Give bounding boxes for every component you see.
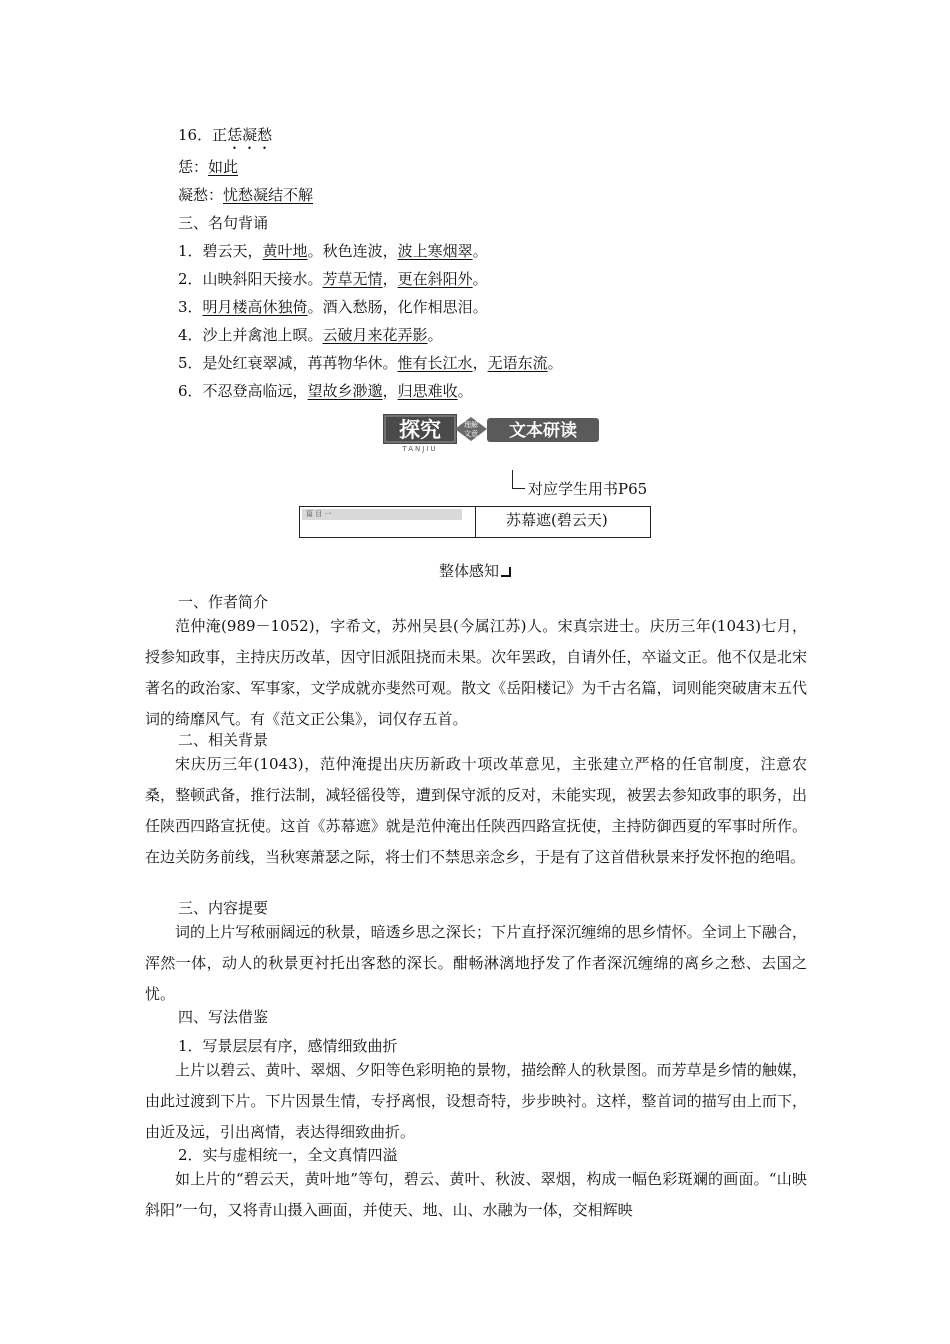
famous-line-1 bbox=[178, 240, 488, 262]
famous-line-4 bbox=[178, 324, 443, 346]
line-text: 。 bbox=[472, 270, 488, 288]
vocab-definition-2 bbox=[178, 184, 313, 206]
content-paragraph: 词的上片写秾丽阔远的秋景，暗透乡思之深长；下片直抒深沉缠绵的思乡情怀。全词上下融合，浑然一体，动人的秋景更衬托出客愁的深长。酣畅淋漓地抒发了作者深沉缠绵的离乡之愁、去国之忧。 bbox=[145, 923, 807, 1003]
banner-small-bottom: 文意 bbox=[464, 430, 478, 438]
title-box-tag-text: 篇 目 一 bbox=[306, 510, 332, 518]
line-text: 6．不忍登高临远， bbox=[178, 382, 308, 400]
background-paragraph: 宋庆历三年(1043)，范仲淹提出庆历新政十项改革意见，主张建立严格的任官制度，注意农桑，整顿武备，推行法制，减轻徭役等，遭到保守派的反对，未能实现，被罢去参知政事的职务，出任陕西四路宣抚使。这首《苏幕遮》就是范仲淹出任陕西四路宣抚使，主持防御西夏的军事时所作。在边关防务前线，当秋寒萧瑟之际，将士们不禁思亲念乡，于是有了这首借秋景来抒发怀抱的绝唱。 bbox=[145, 755, 807, 866]
definition-term: 凝愁： bbox=[178, 186, 224, 204]
content-heading: 三、内容提要 bbox=[178, 899, 269, 917]
section-banner bbox=[383, 411, 602, 453]
writing-point-1-paragraph: 上片以碧云、黄叶、翠烟、夕阳等色彩明艳的景物，描绘醉人的秋景图。而芳草是乡情的触媒，由此过渡到下片。下片因景生情，专抒离恨，设想奇特，步步映衬。这样，整首词的描写由上而下，由近及远，引出离情，表达得细致曲折。 bbox=[145, 1061, 807, 1141]
background-heading: 二、相关背景 bbox=[178, 731, 269, 749]
famous-lines-heading: 三、名句背诵 bbox=[178, 214, 269, 232]
line-text: ， bbox=[382, 270, 398, 288]
line-text: 2．山映斜阳天接水。 bbox=[178, 270, 323, 288]
line-answer: 黄叶地 bbox=[262, 242, 308, 260]
author-paragraph: 范仲淹(989－1052)，字希文，苏州吴县(今属江苏)人。宋真宗进士。庆历三年(1043)七月，授参知政事，主持庆历改革，因守旧派阻挠而未果。次年罢政，自请外任，卒谥文正。他不仅是北宋著名的政治家、军事家，文学成就亦斐然可观。散文《岳阳楼记》为千古名篇，词则能突破唐末五代词的绮靡风气。有《范文正公集》，词仅存五首。 bbox=[145, 617, 807, 728]
line-answer: 波上寒烟翠 bbox=[397, 242, 473, 260]
ref-bracket-icon bbox=[512, 470, 525, 489]
line-text: 。 bbox=[472, 242, 488, 260]
line-text: ， bbox=[382, 382, 398, 400]
line-answer: 更在斜阳外 bbox=[397, 270, 473, 288]
book-reference: 对应学生用书P65 bbox=[528, 480, 648, 498]
overview-heading bbox=[0, 560, 950, 582]
banner-small-top: 理解 bbox=[464, 421, 478, 429]
line-answer: 惟有长江水 bbox=[397, 354, 473, 372]
poem-title: 苏幕遮(碧云天) bbox=[506, 511, 608, 529]
writing-point-2-paragraph: 如上片的“碧云天，黄叶地”等句，碧云、黄叶、秋波、翠烟，构成一幅色彩斑斓的画面。“山映斜阳”一句，又将青山摄入画面，并使天、地、山、水融为一体，交相辉映 bbox=[145, 1170, 807, 1219]
line-answer: 芳草无情 bbox=[322, 270, 383, 288]
banner-main-right: 文本研读 bbox=[509, 421, 577, 441]
vocab-definition-1 bbox=[178, 156, 238, 178]
famous-line-3 bbox=[178, 296, 488, 318]
line-text: ， bbox=[472, 354, 488, 372]
banner-pinyin: TANJIU bbox=[402, 445, 438, 453]
line-text: 5．是处红衰翠减，苒苒物华休。 bbox=[178, 354, 398, 372]
vocab-phrase-emphasized: 恁凝愁 bbox=[227, 126, 273, 144]
line-text: 。酒入愁肠，化作相思泪。 bbox=[307, 298, 488, 316]
famous-line-2 bbox=[178, 268, 488, 290]
vocab-item-number: 16． bbox=[178, 126, 213, 144]
famous-line-5 bbox=[178, 352, 563, 374]
title-box-left-cell bbox=[300, 507, 476, 537]
writing-heading: 四、写法借鉴 bbox=[178, 1008, 269, 1026]
title-box-tag bbox=[302, 509, 462, 520]
line-answer: 望故乡渺邈 bbox=[307, 382, 383, 400]
line-text: 。 bbox=[457, 382, 473, 400]
line-answer: 归思难收 bbox=[397, 382, 458, 400]
definition-term: 恁： bbox=[178, 158, 209, 176]
author-heading: 一、作者简介 bbox=[178, 593, 269, 611]
line-text: 。 bbox=[427, 326, 443, 344]
line-text: 。秋色连波， bbox=[307, 242, 398, 260]
line-text: 1．碧云天， bbox=[178, 242, 263, 260]
vocab-phrase-plain: 正 bbox=[212, 126, 228, 144]
corner-mark-icon bbox=[501, 567, 511, 577]
overview-heading-text: 整体感知 bbox=[438, 562, 499, 580]
definition-meaning: 忧愁凝结不解 bbox=[223, 186, 314, 204]
definition-meaning: 如此 bbox=[208, 158, 239, 176]
title-box bbox=[299, 506, 651, 538]
line-answer: 云破月来花弄影 bbox=[322, 326, 428, 344]
line-text: 。 bbox=[547, 354, 563, 372]
writing-point-1-heading: 1．写景层层有序，感情细致曲折 bbox=[178, 1037, 398, 1055]
famous-line-6 bbox=[178, 380, 473, 402]
line-answer: 无语东流 bbox=[487, 354, 548, 372]
line-answer: 明月楼高休独倚 bbox=[202, 298, 308, 316]
line-text: 3． bbox=[178, 298, 203, 316]
banner-main-left: 探究 bbox=[399, 418, 441, 442]
vocab-item-16 bbox=[178, 124, 272, 153]
writing-point-2-heading: 2．实与虚相统一，全文真情四溢 bbox=[178, 1146, 398, 1164]
line-text: 4．沙上并禽池上暝。 bbox=[178, 326, 323, 344]
